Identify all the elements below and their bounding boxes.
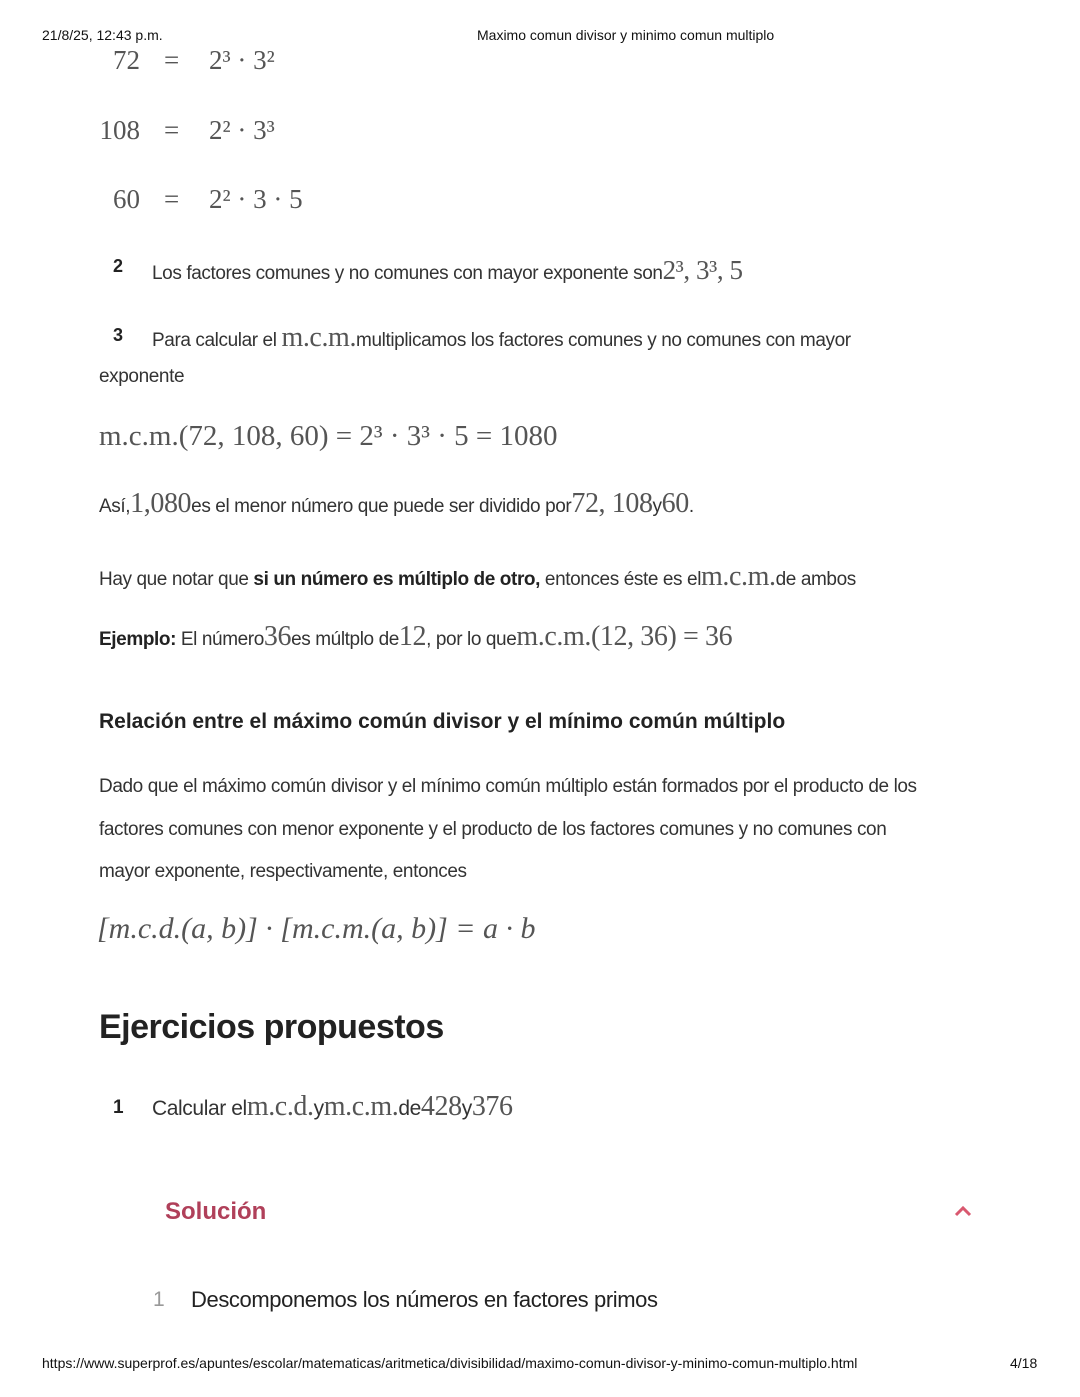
- print-datetime: 21/8/25, 12:43 p.m.: [42, 27, 163, 43]
- math: m.c.d.: [246, 1091, 314, 1122]
- solution-step-text: Descomponemos los números en factores primos: [191, 1287, 658, 1312]
- math: 428: [420, 1091, 462, 1122]
- relation-line: mayor exponente, respectivamente, entonces: [99, 861, 467, 882]
- step-text: [152, 322, 851, 354]
- factor-number: 108: [99, 115, 140, 145]
- step-label: Los factores comunes y no comunes con mayor exponente son: [152, 263, 663, 284]
- relation-heading: Relación entre el máximo común divisor y el mínimo común múltiplo: [99, 710, 786, 733]
- text: y: [461, 1097, 472, 1120]
- relation-formula: [m.c.d.(a, b)] · [m.c.m.(a, b)] = a · b: [97, 912, 536, 945]
- equals-sign: =: [164, 184, 180, 214]
- text: de ambos: [775, 569, 856, 590]
- equals-sign: =: [164, 45, 180, 75]
- text: .: [688, 496, 694, 517]
- text: , por lo que: [426, 629, 517, 650]
- bold-text: si un número es múltiplo de otro,: [253, 569, 541, 590]
- factor-number: 60: [113, 184, 140, 214]
- step-math: m.c.m.: [281, 322, 357, 353]
- step-text-continued: exponente: [99, 366, 185, 387]
- text: de: [398, 1097, 421, 1120]
- print-url: https://www.superprof.es/apuntes/escolar/matematicas/aritmetica/divisibilidad/maximo-comun-divisor-y-minimo-comun-multiplo.html: [42, 1355, 858, 1371]
- solution-step-number: 1: [153, 1288, 165, 1311]
- text: El número: [176, 629, 264, 650]
- print-title: Maximo comun divisor y minimo comun multiplo: [477, 27, 775, 43]
- factorization: 2² · 3³: [209, 115, 275, 145]
- math: 376: [471, 1091, 513, 1122]
- math: m.c.m.: [701, 561, 776, 592]
- step-text: [152, 255, 743, 286]
- relation-line: factores comunes con menor exponente y el producto de los factores comunes y no comunes con: [99, 819, 887, 840]
- step-number: 2: [113, 256, 124, 276]
- example-label: Ejemplo:: [99, 629, 177, 650]
- text: Hay que notar que: [99, 569, 254, 590]
- step-math: 2³, 3³, 5: [662, 255, 743, 285]
- text: es el menor número que puede ser dividido por: [191, 496, 572, 517]
- text: es múltplo de: [291, 629, 399, 650]
- math: 12: [398, 621, 427, 652]
- text: y: [313, 1097, 324, 1120]
- math: 36: [263, 621, 292, 652]
- step-label: multiplicamos los factores comunes y no comunes con mayor: [356, 330, 851, 351]
- asi-paragraph: [99, 488, 694, 520]
- exercise-number: 1: [113, 1097, 124, 1118]
- math: 60: [661, 488, 689, 519]
- step-label: Para calcular el: [152, 330, 277, 351]
- chevron-up-icon[interactable]: [953, 1204, 973, 1218]
- exercises-heading: Ejercicios propuestos: [99, 1008, 444, 1046]
- math: m.c.m.: [323, 1091, 399, 1122]
- example-paragraph: [99, 621, 732, 653]
- math: 72, 108: [571, 488, 653, 519]
- factorization: 2³ · 3²: [209, 45, 275, 75]
- factorization: 2² · 3 · 5: [209, 184, 303, 214]
- text: y: [652, 496, 662, 517]
- math: m.c.m.(12, 36) = 36: [516, 621, 733, 652]
- exercise-text: [152, 1091, 513, 1123]
- solution-toggle[interactable]: [165, 1196, 975, 1232]
- equals-sign: =: [164, 115, 180, 145]
- text: entonces éste es el: [540, 569, 702, 590]
- mcm-formula: m.c.m.(72, 108, 60) = 2³ · 3³ · 5 = 1080: [99, 420, 558, 452]
- page-number: 4/18: [1010, 1355, 1038, 1371]
- text: Calcular el: [152, 1097, 247, 1120]
- step-number: 3: [113, 325, 124, 345]
- factor-number: 72: [113, 45, 140, 75]
- note-paragraph: [99, 561, 856, 593]
- solution-label: Solución: [165, 1198, 267, 1225]
- relation-line: Dado que el máximo común divisor y el mínimo común múltiplo están formados por el producto de los: [99, 776, 917, 797]
- math: 1,080: [130, 488, 192, 519]
- text: Así,: [99, 496, 131, 517]
